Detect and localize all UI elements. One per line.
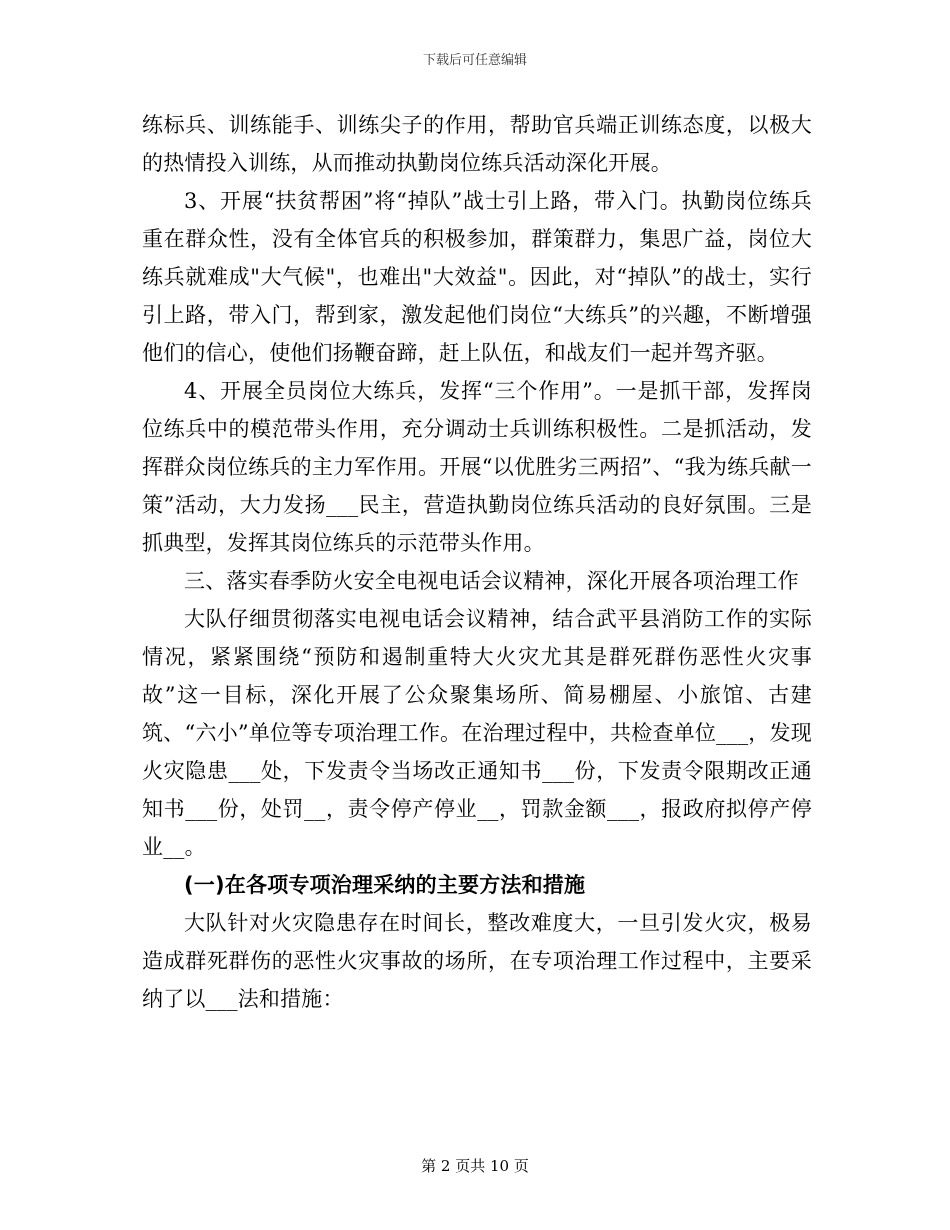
page-number-footer: 第 2 页共 10 页	[421, 1157, 529, 1175]
paragraph-continuation: 练标兵、训练能手、训练尖子的作用，帮助官兵端正训练态度，以极大的热情投入训练，从而推动执勤岗位练兵活动深化开展。	[142, 113, 812, 175]
paragraph-item-3: 3、开展“扶贫帮困”将“掉队”战士引上路，带入门。执勤岗位练兵重在群众性，没有全体官兵的积极参加，群策群力，集思广益，岗位大练兵就难成"大气候"，也难出"大效益"。因此，对“掉队”的战士，实行引上路，带入门，帮到家，激发起他们岗位“大练兵”的兴趣，不断增强他们的信心，使他们扬鞭奋蹄，赶上队伍，和战友们一起并驾齐驱。	[142, 189, 812, 365]
page-header: 下载后可任意编辑	[422, 53, 527, 68]
subsection-heading-1: (一)在各项专项治理采纳的主要方法和措施	[184, 873, 586, 897]
paragraph-subsection-1-body: 大队针对火灾隐患存在时间长，整改难度大，一旦引发火灾，极易造成群死群伤的恶性火灾事故的场所，在专项治理工作过程中，主要采纳了以___法和措施：	[142, 911, 812, 1011]
paragraph-item-4: 4、开展全员岗位大练兵，发挥“三个作用”。一是抓干部，发挥岗位练兵中的模范带头作用，充分调动士兵训练积极性。二是抓活动，发挥群众岗位练兵的主力军作用。开展“以优胜劣三两招”、“我为练兵献一策”活动，大力发扬___民主，营造执勤岗位练兵活动的良好氛围。三是抓典型，发挥其岗位练兵的示范带头作用。	[142, 379, 812, 555]
section-heading-3: 三、落实春季防火安全电视电话会议精神，深化开展各项治理工作	[184, 569, 799, 593]
document-body	[142, 106, 812, 1018]
paragraph-section-3-body: 大队仔细贯彻落实电视电话会议精神，结合武平县消防工作的实际情况，紧紧围绕“预防和遏制重特大火灾尤其是群死群伤恶性火灾事故”这一目标，深化开展了公众聚集场所、简易棚屋、小旅馆、古建筑、“六小”单位等专项治理工作。在治理过程中，共检查单位___，发现火灾隐患___处，下发责令当场改正通知书___份，下发责令限期改正通知书___份，处罚__，责令停产停业__，罚款金额___，报政府拟停产停业__。	[142, 607, 812, 859]
